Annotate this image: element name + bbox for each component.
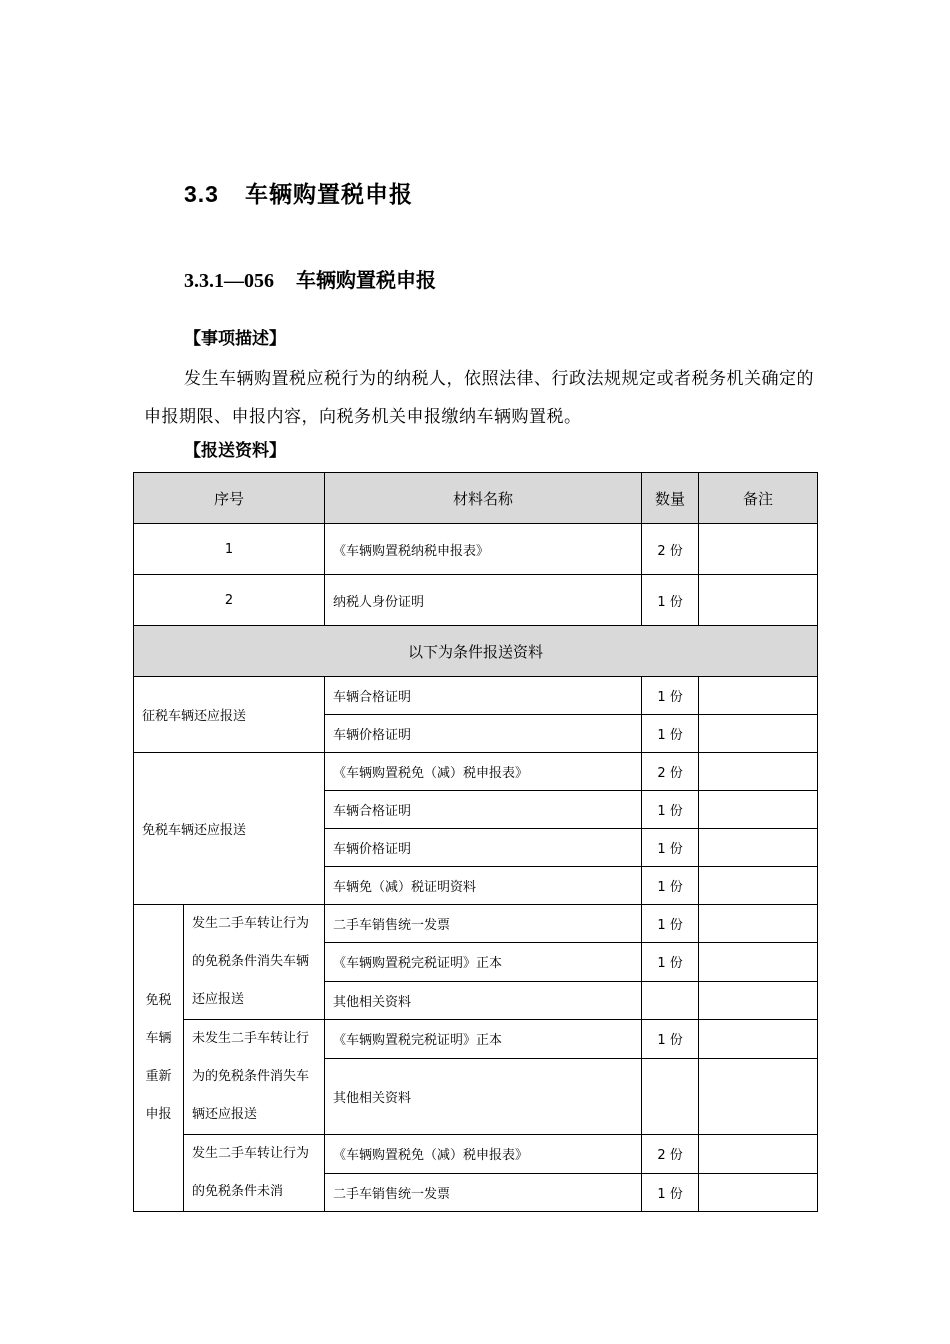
row-name: 车辆价格证明 [325, 715, 642, 753]
row-note [699, 1135, 818, 1174]
table-row [134, 575, 818, 626]
row-name: 二手车销售统一发票 [325, 905, 642, 943]
row-name: 《车辆购置税完税证明》正本 [325, 943, 642, 981]
table-row [134, 677, 818, 715]
row-qty: 1 份 [642, 867, 699, 905]
section-title: 车辆购置税申报 [244, 182, 413, 208]
header-note: 备注 [699, 473, 818, 524]
table-row [134, 524, 818, 575]
row-note [699, 524, 818, 575]
row-note [699, 791, 818, 829]
row-qty [642, 1058, 699, 1134]
row-note [699, 715, 818, 753]
sub-c-label: 发生二手车转让行为的免税条件未消 [184, 1135, 325, 1212]
row-name: 其他相关资料 [325, 981, 642, 1019]
table-row [134, 753, 818, 791]
subsection-title: 车辆购置税申报 [296, 268, 436, 292]
description-label: 【事项描述】 [184, 329, 286, 349]
row-note [699, 981, 818, 1019]
description-text: 发生车辆购置税应税行为的纳税人，依照法律、行政法规规定或者税务机关确定的申报期限、申报内容，向税务机关申报缴纳车辆购置税。 [144, 369, 814, 427]
row-name: 其他相关资料 [325, 1058, 642, 1134]
row-name: 车辆合格证明 [325, 791, 642, 829]
group-exempt-label: 免税车辆还应报送 [134, 753, 325, 905]
row-note [699, 677, 818, 715]
row-note [699, 943, 818, 981]
section-heading [184, 176, 413, 209]
row-name: 《车辆购置税免（减）税申报表》 [325, 1135, 642, 1174]
row-note [699, 867, 818, 905]
row-note [699, 575, 818, 626]
row-qty: 1 份 [642, 905, 699, 943]
row-seq: 2 [134, 575, 325, 626]
row-note [699, 829, 818, 867]
row-name: 《车辆购置税完税证明》正本 [325, 1020, 642, 1059]
row-qty: 1 份 [642, 791, 699, 829]
header-seq: 序号 [134, 473, 325, 524]
row-note [699, 905, 818, 943]
table-row [134, 1020, 818, 1059]
sub-a-label: 发生二手车转让行为的免税条件消失车辆还应报送 [184, 905, 325, 1020]
sub-b-label: 未发生二手车转让行为的免税条件消失车辆还应报送 [184, 1020, 325, 1135]
conditional-title-row [134, 626, 818, 677]
subsection-number: 3.3.1—056 [184, 270, 274, 292]
row-qty: 1 份 [642, 575, 699, 626]
row-qty: 1 份 [642, 715, 699, 753]
row-name: 纳税人身份证明 [325, 575, 642, 626]
row-qty: 1 份 [642, 1173, 699, 1212]
conditional-title: 以下为条件报送资料 [134, 626, 818, 677]
row-note [699, 1058, 818, 1134]
row-name: 车辆免（减）税证明资料 [325, 867, 642, 905]
row-name: 二手车销售统一发票 [325, 1173, 642, 1212]
row-name: 车辆合格证明 [325, 677, 642, 715]
row-qty: 2 份 [642, 524, 699, 575]
row-note [699, 753, 818, 791]
subsection-heading [184, 264, 436, 293]
table-row [134, 905, 818, 943]
group-taxable-label: 征税车辆还应报送 [134, 677, 325, 753]
row-qty: 1 份 [642, 1020, 699, 1059]
row-seq: 1 [134, 524, 325, 575]
header-qty: 数量 [642, 473, 699, 524]
row-note [699, 1173, 818, 1212]
table-header-row [134, 473, 818, 524]
group-redeclare-label: 免税车辆重新申报 [134, 905, 184, 1212]
header-name: 材料名称 [325, 473, 642, 524]
row-qty: 1 份 [642, 829, 699, 867]
row-name: 《车辆购置税免（减）税申报表》 [325, 753, 642, 791]
row-note [699, 1020, 818, 1059]
row-name: 《车辆购置税纳税申报表》 [325, 524, 642, 575]
row-qty: 2 份 [642, 753, 699, 791]
row-qty: 2 份 [642, 1135, 699, 1174]
row-qty: 1 份 [642, 677, 699, 715]
row-qty: 1 份 [642, 943, 699, 981]
row-name: 车辆价格证明 [325, 829, 642, 867]
row-qty [642, 981, 699, 1019]
materials-label: 【报送资料】 [184, 441, 286, 461]
table-row [134, 1135, 818, 1174]
section-number: 3.3 [184, 181, 219, 207]
materials-table [133, 472, 818, 1212]
